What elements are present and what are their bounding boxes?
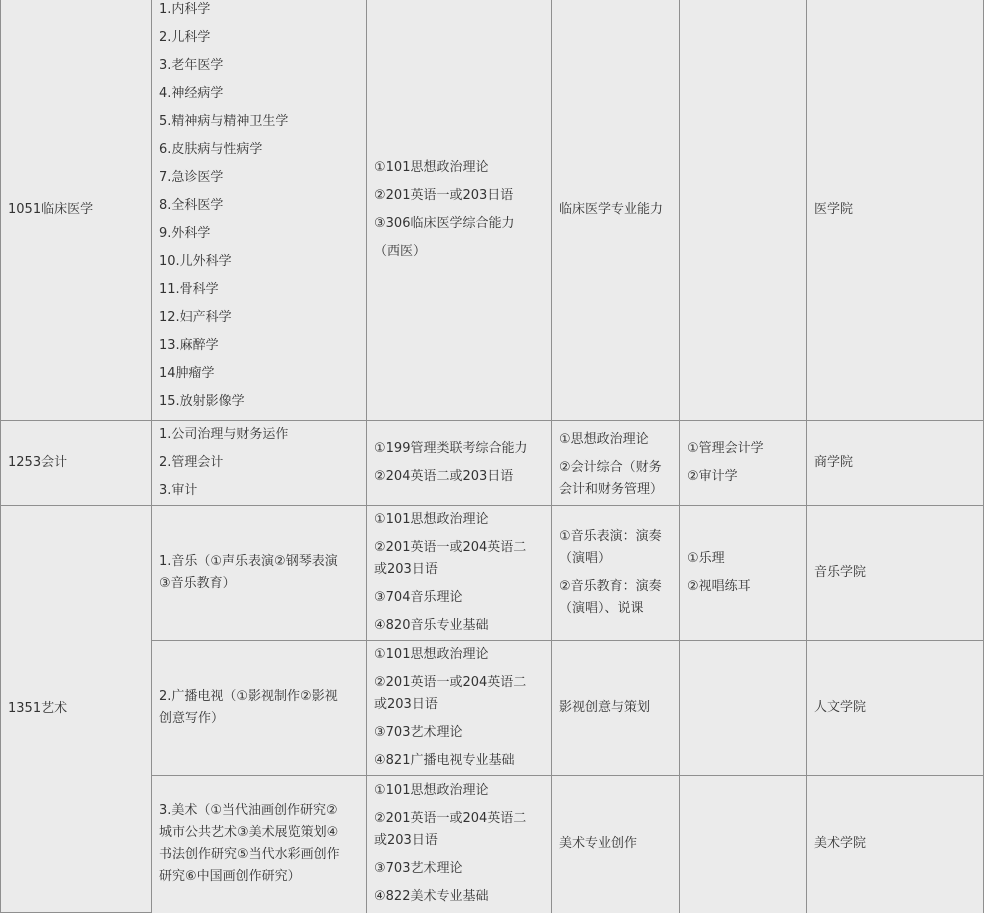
retest-subject-cell <box>552 506 680 641</box>
exam-subject: ③703艺术理论 <box>374 861 463 877</box>
directions-cell <box>152 0 367 421</box>
college-name: 医学院 <box>814 202 854 217</box>
directions-cell <box>152 421 367 506</box>
direction-item: 4.神经病学 <box>159 86 224 101</box>
program-code: 1051临床医学 <box>8 202 94 217</box>
exam-subjects-cell <box>367 421 552 506</box>
exam-subject: ①101思想政治理论 <box>374 512 489 527</box>
direction-item: 城市公共艺术③美术展览策划④ <box>159 825 339 841</box>
college-cell <box>807 0 984 421</box>
retest-subject-cell <box>552 421 680 506</box>
direction-item: ③音乐教育） <box>159 576 236 591</box>
college-cell <box>807 776 984 913</box>
direction-item: 10.儿外科学 <box>159 254 232 269</box>
exam-subject: ③704音乐理论 <box>374 590 463 605</box>
retest-subject-cell <box>552 776 680 913</box>
program-code-cell <box>1 0 152 421</box>
exam-subject: ②201英语一或204英语二 <box>374 540 527 555</box>
exam-subject: ①101思想政治理论 <box>374 783 489 799</box>
direction-item: 2.儿科学 <box>159 30 211 45</box>
directions-cell <box>152 641 367 776</box>
direction-item: 创意写作） <box>159 711 225 726</box>
direction-item: 13.麻醉学 <box>159 338 219 353</box>
program-code-cell <box>1 506 152 913</box>
exam-subject: 或203日语 <box>374 833 438 849</box>
additional-subject: ①管理会计学 <box>687 441 764 456</box>
retest-subject: ①思想政治理论 <box>559 431 649 447</box>
direction-item: 1.音乐（①声乐表演②钢琴表演 <box>159 554 338 569</box>
exam-subject: ④820音乐专业基础 <box>374 618 489 633</box>
additional-subject-cell <box>680 506 807 641</box>
college-name: 商学院 <box>814 455 854 470</box>
retest-subject: （演唱）、说课 <box>559 601 644 616</box>
direction-item: 12.妇产科学 <box>159 310 232 325</box>
retest-subject: ①音乐表演：演奏 <box>559 529 662 544</box>
direction-item: 6.皮肤病与性病学 <box>159 142 263 157</box>
additional-subject: ①乐理 <box>687 551 725 566</box>
exam-subject: ①101思想政治理论 <box>374 647 489 662</box>
program-code: 1351艺术 <box>8 701 68 716</box>
exam-subject: ④821广播电视专业基础 <box>374 753 515 768</box>
table-row <box>1 421 984 506</box>
exam-subjects-cell <box>367 506 552 641</box>
direction-item: 3.审计 <box>159 483 198 498</box>
direction-item: 1.内科学 <box>159 2 211 17</box>
direction-item: 5.精神病与精神卫生学 <box>159 114 289 129</box>
exam-subject: ③703艺术理论 <box>374 725 463 740</box>
additional-subject-cell <box>680 776 807 913</box>
exam-subject: ②201英语一或203日语 <box>374 188 514 203</box>
retest-subject-cell <box>552 0 680 421</box>
direction-item: 书法创作研究⑤当代水彩画创作 <box>159 847 340 863</box>
college-name: 人文学院 <box>814 700 867 715</box>
exam-subject: ②201英语一或204英语二 <box>374 675 527 690</box>
direction-item: 1.公司治理与财务运作 <box>159 427 289 442</box>
retest-subject: （演唱） <box>559 551 612 566</box>
table-row <box>1 0 984 421</box>
exam-subject: ②204英语二或203日语 <box>374 469 514 484</box>
additional-subject-cell <box>680 421 807 506</box>
direction-item: 3.美术（①当代油画创作研究② <box>159 803 338 819</box>
college-name: 美术学院 <box>814 836 867 852</box>
retest-subject: 会计和财务管理） <box>559 481 664 497</box>
direction-item: 2.管理会计 <box>159 455 224 470</box>
direction-item: 9.外科学 <box>159 226 211 241</box>
additional-subject: ②视唱练耳 <box>687 579 751 594</box>
directions-cell <box>152 776 367 913</box>
college-cell <box>807 641 984 776</box>
exam-subject: （西医） <box>374 244 427 259</box>
direction-item: 8.全科医学 <box>159 198 224 213</box>
direction-item: 3.老年医学 <box>159 58 224 73</box>
directions-cell <box>152 506 367 641</box>
exam-subject: ③306临床医学综合能力 <box>374 216 515 231</box>
direction-item: 11.骨科学 <box>159 282 219 297</box>
exam-subject: ④822美术专业基础 <box>374 889 489 905</box>
retest-subject: 美术专业创作 <box>559 836 638 852</box>
exam-subjects-cell <box>367 0 552 421</box>
direction-item: 7.急诊医学 <box>159 170 224 185</box>
table-row <box>1 506 984 641</box>
exam-subjects-cell <box>367 641 552 776</box>
retest-subject: 临床医学专业能力 <box>559 202 664 217</box>
direction-item: 研究⑥中国画创作研究） <box>159 869 301 885</box>
program-code-cell <box>1 421 152 506</box>
college-cell <box>807 506 984 641</box>
exam-subject: ②201英语一或204英语二 <box>374 811 527 827</box>
additional-subject-cell <box>680 641 807 776</box>
direction-item: 14肿瘤学 <box>159 366 215 381</box>
college-cell <box>807 421 984 506</box>
exam-subject: 或203日语 <box>374 697 438 712</box>
retest-subject-cell <box>552 641 680 776</box>
additional-subject: ②审计学 <box>687 469 738 484</box>
additional-subject-cell <box>680 0 807 421</box>
direction-item: 15.放射影像学 <box>159 394 245 409</box>
college-name: 音乐学院 <box>814 565 867 580</box>
exam-subject: ①199管理类联考综合能力 <box>374 441 528 456</box>
program-code: 1253会计 <box>8 455 68 470</box>
direction-item: 2.广播电视（①影视制作②影视 <box>159 689 338 704</box>
retest-subject: 影视创意与策划 <box>559 700 651 715</box>
exam-subject: 或203日语 <box>374 562 438 577</box>
exam-subjects-cell <box>367 776 552 913</box>
retest-subject: ②音乐教育：演奏 <box>559 579 662 594</box>
exam-subject: ①101思想政治理论 <box>374 160 489 175</box>
retest-subject: ②会计综合（财务 <box>559 459 662 475</box>
